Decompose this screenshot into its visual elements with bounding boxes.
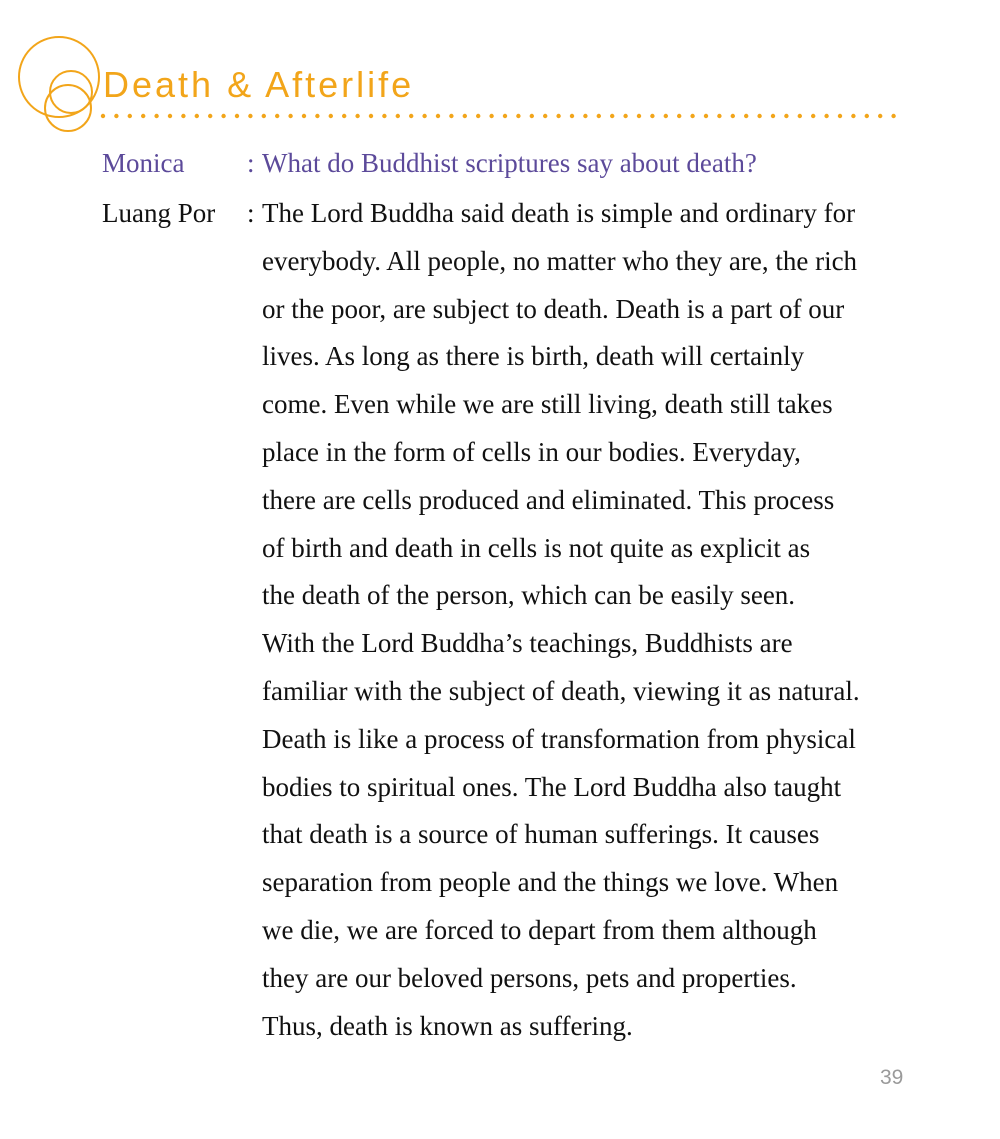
answer-line: place in the form of cells in our bodies. Everyday,	[262, 437, 801, 467]
answer-line: of birth and death in cells is not quite as explicit as	[262, 532, 811, 563]
question-colon: :	[247, 148, 255, 178]
answer-colon: :	[247, 198, 255, 228]
answer-line: everybody. All people, no matter who they are, the rich	[262, 245, 858, 276]
answer-line: Death is like a process of transformation from physical	[262, 723, 856, 754]
answer-speaker: Luang Por	[102, 198, 216, 228]
answer-line: separation from people and the things we love. When	[262, 867, 839, 898]
answer-line: that death is a source of human sufferings. It causes	[262, 819, 820, 850]
answer-line: With the Lord Buddha’s teachings, Buddhists are	[262, 628, 793, 659]
answer-line: the death of the person, which can be easily seen.	[262, 580, 796, 611]
answer-line: lives. As long as there is birth, death will certainly	[262, 341, 805, 372]
answer-line: they are our beloved persons, pets and properties.	[262, 962, 797, 993]
answer-line: Thus, death is known as suffering.	[262, 1010, 633, 1041]
page-title: Death & Afterlife	[103, 64, 415, 105]
question-text: What do Buddhist scriptures say about death?	[262, 148, 757, 178]
page-number: 39	[880, 1066, 904, 1089]
question-speaker: Monica	[102, 148, 185, 178]
answer-line: we die, we are forced to depart from them although	[262, 915, 817, 945]
answer-line: or the poor, are subject to death. Death is a part of our	[262, 293, 845, 324]
dotted-divider	[100, 110, 910, 122]
answer-line: there are cells produced and eliminated. This process	[262, 484, 835, 515]
answer-line: bodies to spiritual ones. The Lord Buddha also taught	[262, 771, 842, 802]
answer-line: The Lord Buddha said death is simple and ordinary for	[262, 198, 856, 228]
answer-line: familiar with the subject of death, viewing it as natural.	[262, 676, 860, 706]
answer-line: come. Even while we are still living, death still takes	[262, 389, 833, 420]
